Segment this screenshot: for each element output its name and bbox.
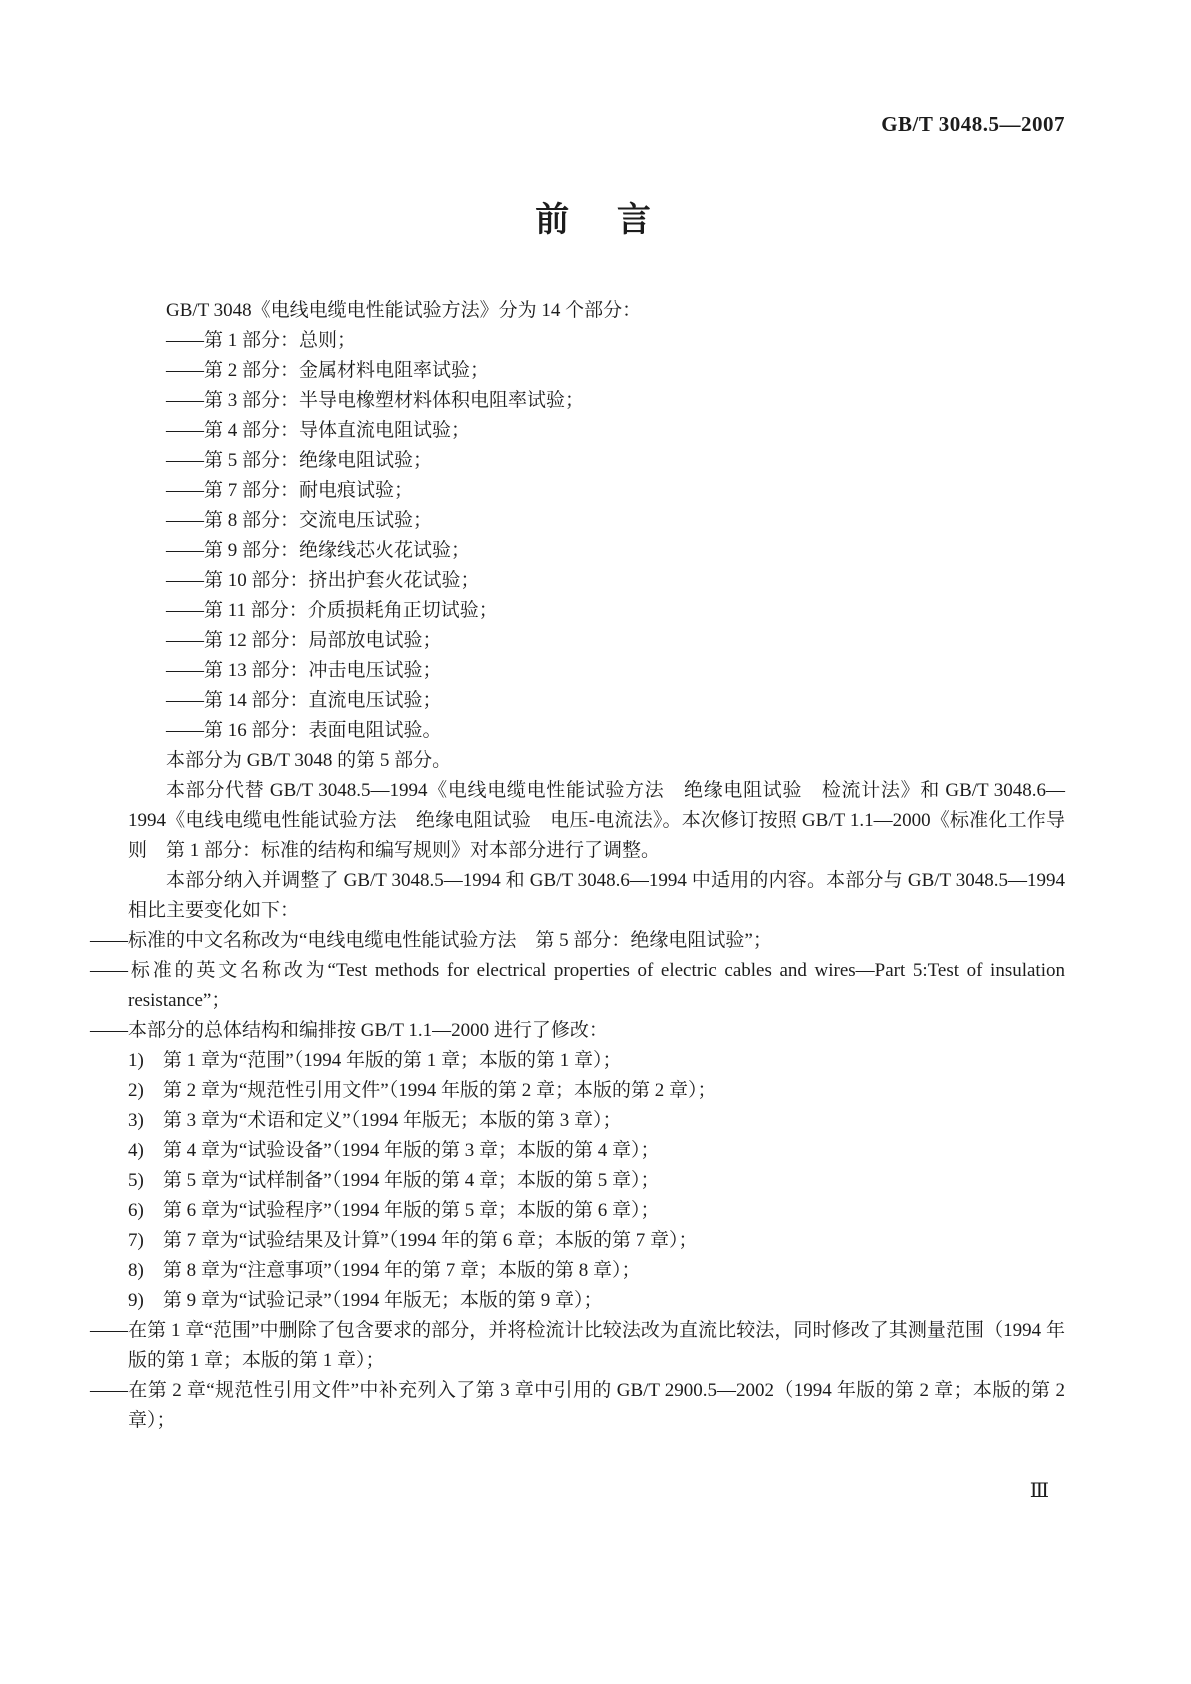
content-column xyxy=(90,0,1065,1436)
chapter-sub-item: 2) 第 2 章为“规范性引用文件”（1994 年版的第 2 章；本版的第 2 章）； xyxy=(128,1079,717,1101)
part-item: ——第 3 部分：半导电橡塑材料体积电阻率试验； xyxy=(166,389,585,411)
chapter-sub-item: 8) 第 8 章为“注意事项”（1994 年的第 7 章；本版的第 8 章）； xyxy=(128,1259,641,1281)
page-number: Ⅲ xyxy=(1029,1480,1049,1502)
body-paragraph: 本部分代替 GB/T 3048.5—1994《电线电缆电性能试验方法 绝缘电阻试验 检流计法》和 GB/T 3048.6—1994《电线电缆电性能试验方法 绝缘电阻试验 电压-电流法》。本次修订按照 GB/T 1.1—2000《标准化工作导则 第 1 部分：标准的结构和编写规则》对本部分进行了调整。 xyxy=(128,779,1065,861)
chapter-sub-item: 7) 第 7 章为“试验结果及计算”（1994 年的第 6 章；本版的第 7 章）； xyxy=(128,1229,698,1251)
intro-paragraph: GB/T 3048《电线电缆电性能试验方法》分为 14 个部分： xyxy=(166,299,642,321)
part-item: ——第 11 部分：介质损耗角正切试验； xyxy=(166,599,498,621)
part-item: ——第 4 部分：导体直流电阻试验； xyxy=(166,419,471,441)
change-item: ——标准的中文名称改为“电线电缆电性能试验方法 第 5 部分：绝缘电阻试验”； xyxy=(90,929,772,951)
change-item: ——在第 2 章“规范性引用文件”中补充列入了第 3 章中引用的 GB/T 2900.5—2002（1994 年版的第 2 章；本版的第 2 章）； xyxy=(90,1379,1065,1431)
change-item: ——本部分的总体结构和编排按 GB/T 1.1—2000 进行了修改： xyxy=(90,1019,608,1041)
foreword-body xyxy=(90,296,1065,1436)
part-item: ——第 13 部分：冲击电压试验； xyxy=(166,659,442,681)
part-item: ——第 2 部分：金属材料电阻率试验； xyxy=(166,359,490,381)
chapter-sub-item: 5) 第 5 章为“试样制备”（1994 年版的第 4 章；本版的第 5 章）； xyxy=(128,1169,660,1191)
part-item: ——第 10 部分：挤出护套火花试验； xyxy=(166,569,480,591)
part-item: ——第 16 部分：表面电阻试验。 xyxy=(166,719,442,741)
part-item: ——第 8 部分：交流电压试验； xyxy=(166,509,433,531)
change-item: ——标准的英文名称改为“Test methods for electrical properties of electric cables and wires—Part 5:Test of insulation resistance”； xyxy=(90,959,1065,1011)
chapter-sub-item: 1) 第 1 章为“范围”（1994 年版的第 1 章；本版的第 1 章）； xyxy=(128,1049,622,1071)
standard-code: GB/T 3048.5—2007 xyxy=(881,112,1065,136)
body-paragraph: 本部分纳入并调整了 GB/T 3048.5—1994 和 GB/T 3048.6—1994 中适用的内容。本部分与 GB/T 3048.5—1994 相比主要变化如下： xyxy=(128,869,1065,921)
part-item: ——第 12 部分：局部放电试验； xyxy=(166,629,442,651)
chapter-sub-item: 6) 第 6 章为“试验程序”（1994 年版的第 5 章；本版的第 6 章）； xyxy=(128,1199,660,1221)
chapter-sub-item: 4) 第 4 章为“试验设备”（1994 年版的第 3 章；本版的第 4 章）； xyxy=(128,1139,660,1161)
chapter-sub-item: 9) 第 9 章为“试验记录”（1994 年版无；本版的第 9 章）； xyxy=(128,1289,603,1311)
page-header xyxy=(128,112,1065,137)
part-item: ——第 9 部分：绝缘线芯火花试验； xyxy=(166,539,471,561)
part-item: ——第 7 部分：耐电痕试验； xyxy=(166,479,414,501)
part-item: ——第 14 部分：直流电压试验； xyxy=(166,689,442,711)
part-item: ——第 5 部分：绝缘电阻试验； xyxy=(166,449,433,471)
page-title: 前 言 xyxy=(535,202,658,239)
chapter-sub-item: 3) 第 3 章为“术语和定义”（1994 年版无；本版的第 3 章）； xyxy=(128,1109,622,1131)
body-paragraph: 本部分为 GB/T 3048 的第 5 部分。 xyxy=(166,749,452,771)
part-item: ——第 1 部分：总则； xyxy=(166,329,357,351)
change-item: ——在第 1 章“范围”中删除了包含要求的部分，并将检流计比较法改为直流比较法，同时修改了其测量范围（1994 年版的第 1 章；本版的第 1 章）； xyxy=(90,1319,1065,1371)
